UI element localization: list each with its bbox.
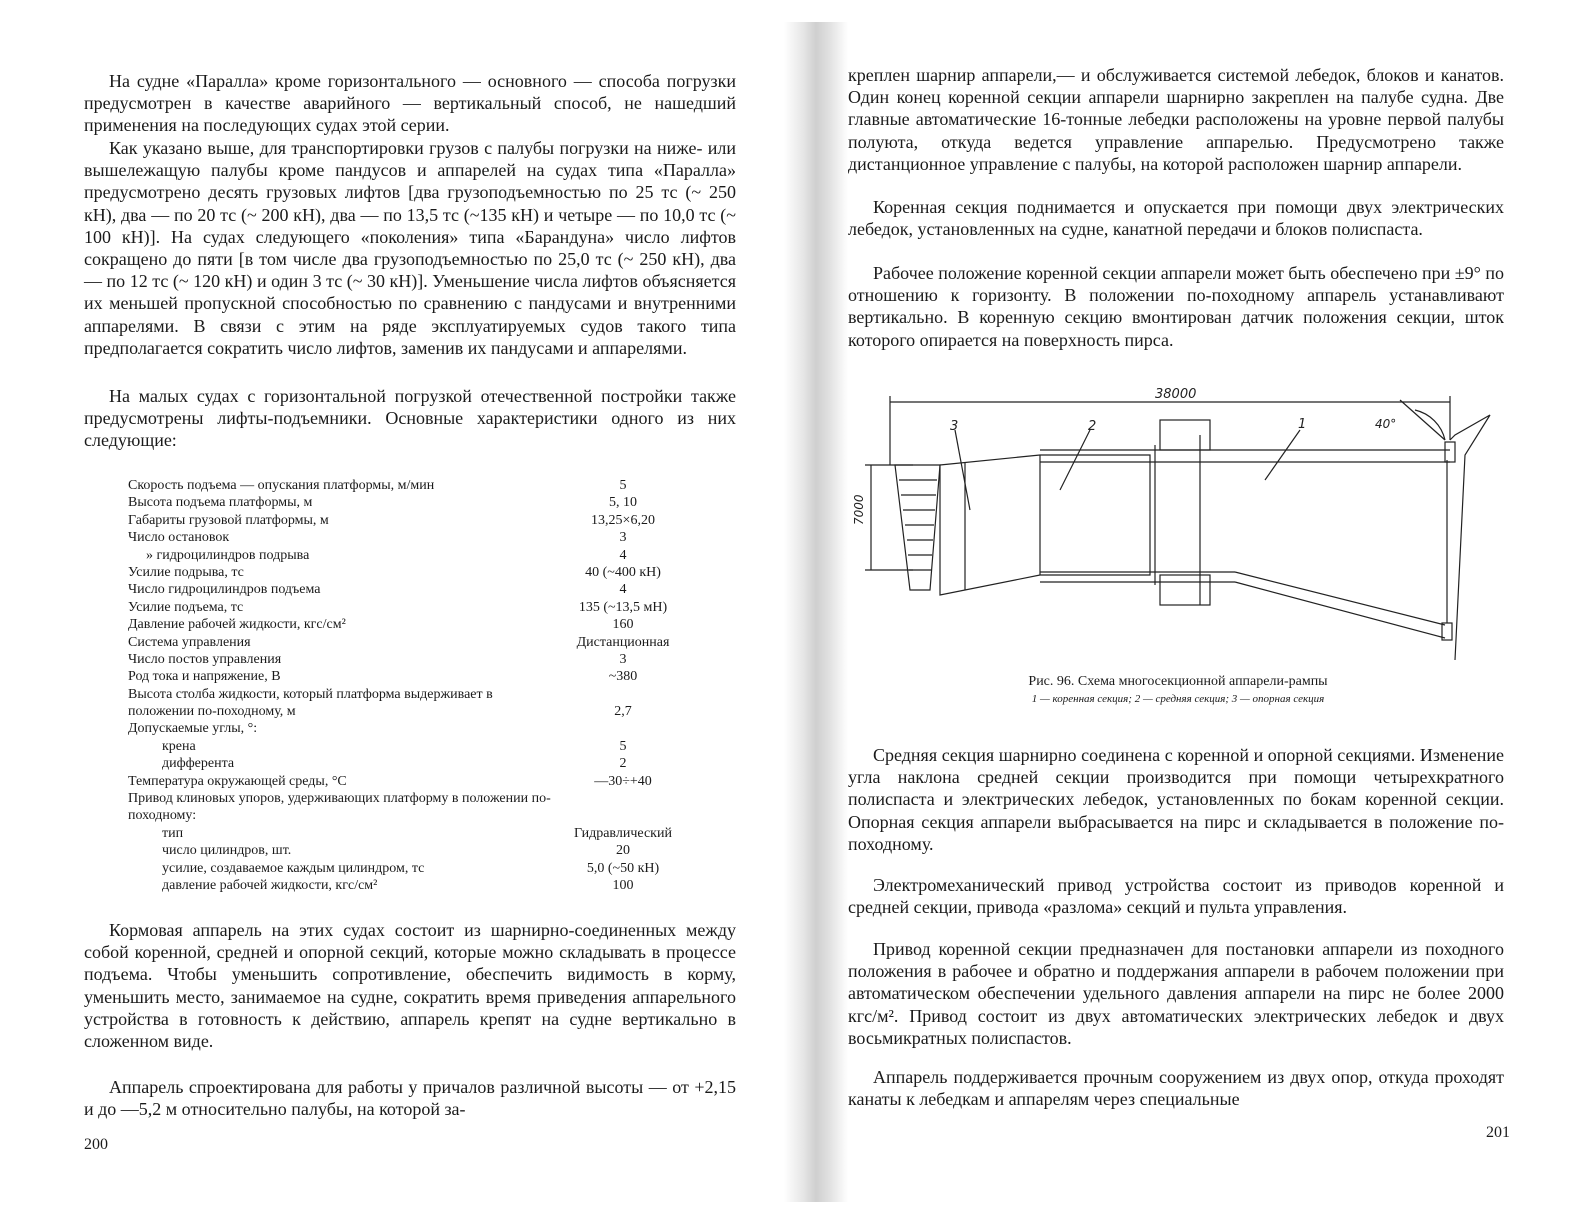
spec-value: 160 xyxy=(612,617,634,633)
figure-caption: Рис. 96. Схема многосекционной аппарели-рампы xyxy=(1028,674,1328,689)
spec-label: крена xyxy=(162,738,196,754)
spec-label: » гидроцилиндров подрыва xyxy=(146,547,310,563)
paragraph: Привод коренной секции предназначен для постановки аппарели из походного положения в рабочее и обратно и поддержания аппарели в рабочем положении при автоматическом обеспечении удельного давления аппарели на пирс не более 2000 кгс/м². Привод состоит из двух автоматических электрических лебедок и двух восьмикратных полиспастов. xyxy=(848,939,1504,1048)
paragraph: На малых судах с горизонтальной погрузкой отечественной постройки также предусмотрены лифты-подъемники. Основные характеристики одного из них следующие: xyxy=(84,386,736,451)
spec-value: 3 xyxy=(619,651,627,667)
spec-row xyxy=(128,842,688,859)
height-dimension: 7000 xyxy=(852,494,866,525)
spec-value: 4 xyxy=(619,547,627,563)
paragraph: Аппарель спроектирована для работы у причалов различной высоты — от +2,15 и до —5,2 м относительно палубы, на которой за- xyxy=(84,1077,736,1120)
spec-label: Род тока и напряжение, В xyxy=(128,669,281,685)
spec-row xyxy=(128,790,688,825)
paragraph: Коренная секция поднимается и опускается при помощи двух электрических лебедок, установленных на судне, канатной передачи и блоков полиспаста. xyxy=(848,197,1504,240)
spec-label: Число постов управления xyxy=(128,651,282,667)
spec-label: число цилиндров, шт. xyxy=(162,843,292,859)
spec-value: 40 (~400 кН) xyxy=(585,564,661,580)
spec-value: 13,25×6,20 xyxy=(591,512,655,528)
spec-row xyxy=(128,529,688,546)
section-label-2: 2 xyxy=(1088,419,1097,434)
book-gutter xyxy=(784,22,848,1202)
spec-table xyxy=(128,477,688,894)
spec-row xyxy=(128,581,688,598)
section-label-3: 3 xyxy=(950,419,959,434)
spec-value: 5 xyxy=(619,738,627,754)
spec-value: 5, 10 xyxy=(609,495,637,511)
spec-row xyxy=(128,877,688,894)
spec-label: Усилие подъема, тс xyxy=(128,599,244,615)
spec-label: Число гидроцилиндров подъема xyxy=(128,582,321,598)
spec-value: 100 xyxy=(612,878,634,894)
spec-value: 4 xyxy=(619,582,627,598)
spec-row xyxy=(128,825,688,842)
spec-row xyxy=(128,651,688,668)
spec-label: дифферента xyxy=(162,756,235,772)
spec-label: давление рабочей жидкости, кгс/см² xyxy=(162,878,378,894)
paragraph: Средняя секция шарнирно соединена с коренной и опорной секциями. Изменение угла наклона средней секции производится при помощи четырехкратного полиспаста и электрических лебедок, установленных по бокам коренной секции. Опорная секция аппарели выбрасывается на пирс и складывается в положение по-походному. xyxy=(848,745,1504,854)
spec-row xyxy=(128,720,688,737)
spec-row xyxy=(128,686,688,721)
spec-value: 20 xyxy=(616,843,630,859)
page-number: 201 xyxy=(1486,1124,1510,1141)
spec-label: Температура окружающей среды, °С xyxy=(128,773,347,789)
spec-label: Скорость подъема — опускания платформы, м/мин xyxy=(128,478,435,493)
spec-value: 5 xyxy=(619,478,627,493)
spec-row xyxy=(128,547,688,564)
paragraph: Электромеханический привод устройства состоит из приводов коренной и средней секции, привода «разлома» секций и пульта управления. xyxy=(848,875,1504,918)
spec-label: Система управления xyxy=(128,634,251,650)
spec-value: Гидравлический xyxy=(574,825,672,841)
length-dimension: 38000 xyxy=(1155,387,1197,402)
spec-label: Давление рабочей жидкости, кгс/см² xyxy=(128,617,346,633)
spec-label: Число остановок xyxy=(128,530,230,546)
spec-row xyxy=(128,616,688,633)
paragraph: Как указано выше, для транспортировки грузов с палубы погрузки на ниже- или вышележащую палубы кроме пандусов и аппарелей на судах типа «Паралла» предусмотрено десять грузовых лифтов [два грузоподъемностью по 25 тс (~ 250 кН), два — по 20 тс (~ 200 кН), два — по 13,5 тс (~135 кН) и четыре — по 10,0 тс (~ 100 кН)]. На судах следующего «поколения» типа «Барандуна» число лифтов сокращено до пяти [в том числе два грузоподъемностью по 25,0 тс (~ 250 кН), два — по 12 тс (~ 120 кН) и один 3 тс (~ 30 кН)]. Уменьшение числа лифтов объясняется их меньшей пропускной способностью по сравнению с пандусами и внутренними аппарелями. В связи с этим на ряде эксплуатируемых судов такого типа предполагается сократить число лифтов, заменив их пандусами и аппарелями. xyxy=(84,138,736,358)
spec-row xyxy=(128,599,688,616)
ramp-diagram xyxy=(852,380,1505,670)
spec-value: 2,7 xyxy=(614,703,632,719)
spec-row xyxy=(128,773,688,790)
paragraph: Рабочее положение коренной секции аппарели может быть обеспечено при ±9° по отношению к горизонту. В положении по-походному аппарель устанавливают вертикально. В коренную секцию вмонтирован датчик положения секции, шток которого опирается на поверхность пирса. xyxy=(848,263,1504,350)
spec-value: 5,0 (~50 кН) xyxy=(586,860,660,876)
spec-value: 135 (~13,5 мН) xyxy=(578,599,668,615)
spec-label: усилие, создаваемое каждым цилиндром, тс xyxy=(162,860,425,876)
spec-value: 2 xyxy=(619,756,627,772)
spec-row xyxy=(128,477,688,494)
section-label-1: 1 xyxy=(1298,417,1307,432)
spec-label: Допускаемые углы, °: xyxy=(128,721,258,737)
paragraph: креплен шарнир аппарели,— и обслуживается системой лебедок, блоков и канатов. Один конец коренной секции аппарели шарнирно закреплен на палубе судна. Две главные автоматические 16-тонные лебедки расположены на уровне первой палубы полуюта, откуда ведется управление аппарелью. Предусмотрено также дистанционное управление с палубы, на которой расположен шарнир аппарели. xyxy=(848,65,1504,174)
paragraph: Кормовая аппарель на этих судах состоит из шарнирно-соединенных между собой коренной, средней и опорной секций, которые можно складывать в процессе подъема. Чтобы уменьшить сопротивление, обеспечить видимость в корму, уменьшить место, занимаемое на судне, сократить время приведения аппарельного устройства в готовность к действию, аппарель крепят на судне вертикально в сложенном виде. xyxy=(84,920,736,1052)
spec-row xyxy=(128,860,688,877)
paragraph: Аппарель поддерживается прочным сооружением из двух опор, откуда проходят канаты к лебедкам и аппарелям через специальные xyxy=(848,1067,1504,1110)
spec-row xyxy=(128,755,688,772)
spec-row xyxy=(128,738,688,755)
spec-label: Высота подъема платформы, м xyxy=(128,495,313,511)
spec-label: тип xyxy=(162,825,184,841)
page-number: 200 xyxy=(84,1136,108,1153)
spec-value: 3 xyxy=(619,530,627,546)
spec-label: Высота столба жидкости, который платформа выдерживает в положении по-походному, м xyxy=(128,686,493,719)
angle-label: 40° xyxy=(1375,417,1397,431)
spec-value: Дистанционная xyxy=(576,634,670,650)
spec-row xyxy=(128,494,688,511)
spec-label: Габариты грузовой платформы, м xyxy=(128,512,329,528)
spec-value: ~380 xyxy=(608,669,638,685)
paragraph: На судне «Паралла» кроме горизонтального — основного — способа погрузки предусмотрен в качестве аварийного — вертикальный способ, не нашедший применения на последующих судах этой серии. xyxy=(84,71,736,136)
figure-legend: 1 — коренная секция; 2 — средняя секция; 3 — опорная секция xyxy=(1031,693,1325,705)
spec-row xyxy=(128,668,688,685)
spec-value: —30÷+40 xyxy=(594,773,652,789)
spec-label: Усилие подрыва, тс xyxy=(128,564,244,580)
spec-row xyxy=(128,634,688,651)
spec-row xyxy=(128,512,688,529)
spec-label: Привод клиновых упоров, удерживающих платформу в положении по-походному: xyxy=(128,791,551,824)
spec-row xyxy=(128,564,688,581)
